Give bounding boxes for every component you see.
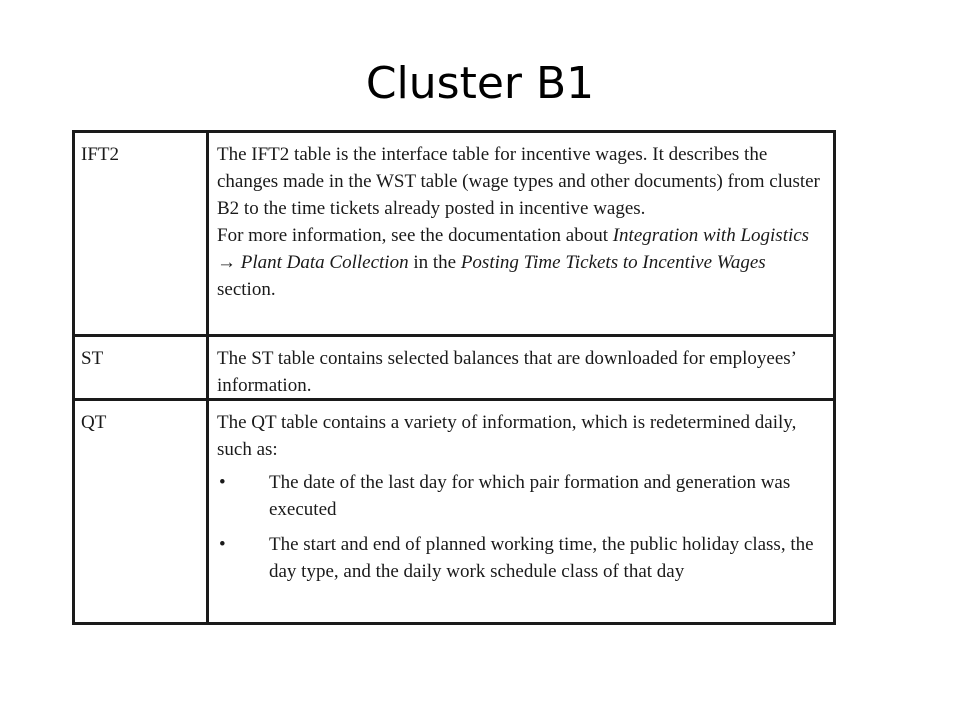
text-run: For more information, see the documentation about [217,225,613,246]
table-row-st [75,337,833,401]
description-paragraph: The ST table contains selected balances that are downloaded for employees’ information. [217,348,796,396]
bullet-text: The date of the last day for which pair formation and generation was executed [269,472,791,520]
bullet-icon: • [219,534,226,555]
description-paragraph-more-info [217,222,827,303]
description-paragraph: The QT table contains a variety of information, which is redetermined daily, such as: [217,412,797,460]
row-key: QT [75,401,209,622]
bullet-list [217,469,827,585]
cluster-table [72,130,836,625]
list-item [217,469,827,523]
text-run: section. [217,279,276,300]
text-run: in the [408,252,461,273]
table-row-ift2 [75,133,833,337]
bullet-icon: • [219,472,226,493]
italic-reference: Integration with Logistics → Plant Data Collection [217,225,810,273]
row-description [209,401,833,622]
italic-reference: Posting Time Tickets to Incentive Wages [460,252,766,273]
row-key: ST [75,337,209,398]
row-description [209,337,833,398]
list-item [217,531,827,585]
table-row-qt [75,401,833,622]
row-key: IFT2 [75,133,209,334]
bullet-text: The start and end of planned working time, the public holiday class, the day type, and the daily work schedule class of that day [269,534,814,582]
description-paragraph: The IFT2 table is the interface table for incentive wages. It describes the changes made in the WST table (wage types and other documents) from cluster B2 to the time tickets already posted in incentive wages. [217,144,820,219]
slide-title: Cluster B1 [365,58,595,109]
row-description [209,133,833,334]
